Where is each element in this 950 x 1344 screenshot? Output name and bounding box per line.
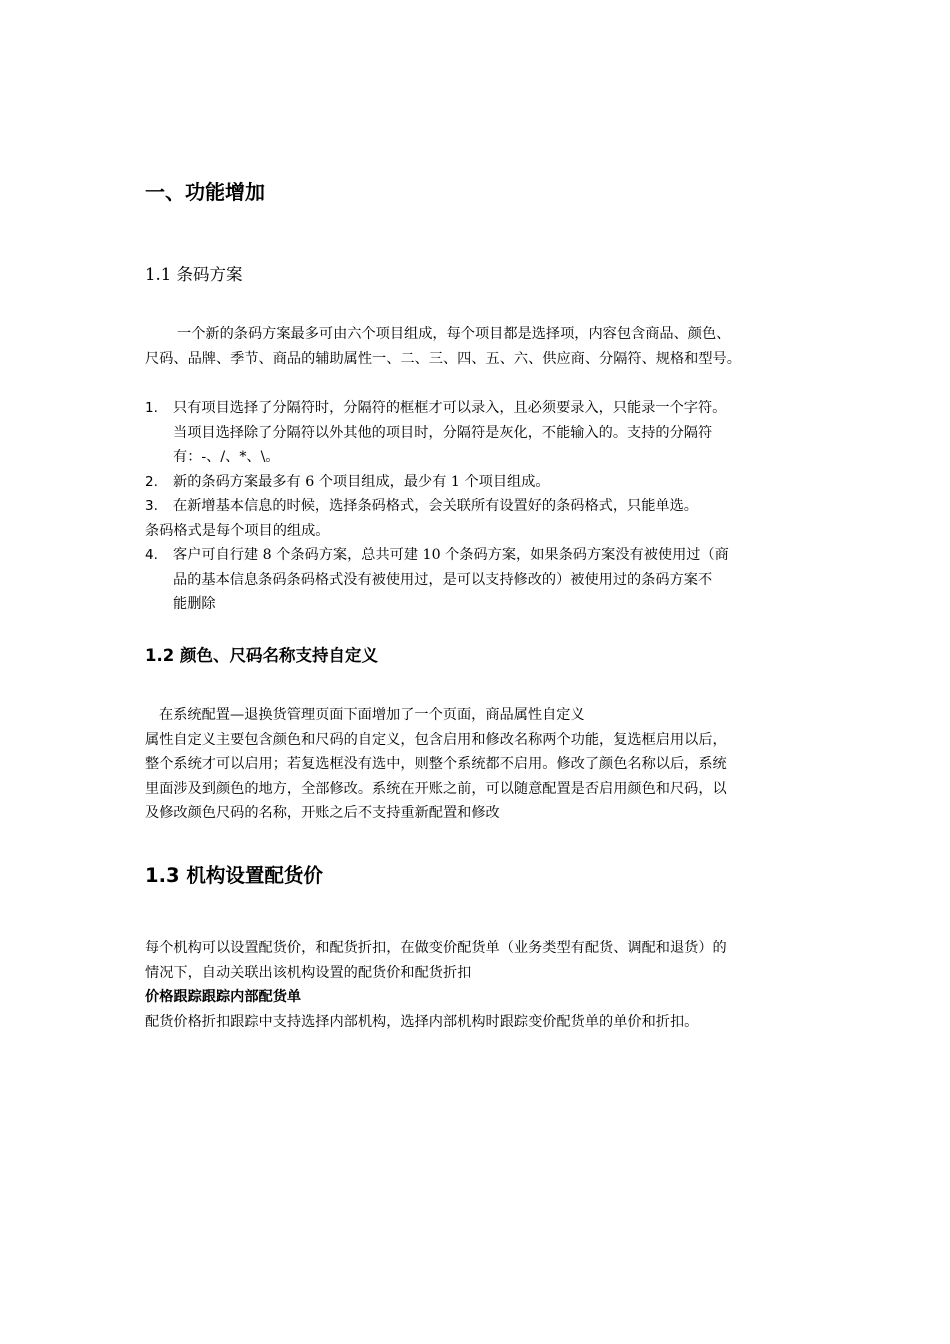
intro-line-2: 尺码、品牌、季节、商品的辅助属性一、二、三、四、五、六、供应商、分隔符、规格和型号。 <box>145 350 741 367</box>
list-line: 只有项目选择了分隔符时，分隔符的框框才可以录入，且必须要录入，只能录一个字符。 <box>173 400 727 416</box>
list-item <box>145 470 825 495</box>
list-line: 客户可自行建 8 个条码方案，总共可建 10 个条码方案，如果条码方案没有被使用过（商 <box>173 547 729 563</box>
s13-bold-heading: 价格跟踪跟踪内部配货单 <box>145 989 302 1005</box>
list-line: 品的基本信息条码条码格式没有被使用过，是可以支持修改的）被使用过的条码方案不 <box>173 571 713 588</box>
list-line: 在新增基本信息的时候，选择条码格式，会关联所有设置好的条码格式，只能单选。 <box>173 498 698 514</box>
heading-function-additions: 一、功能增加 <box>145 180 265 204</box>
s12-line-3: 整个系统才可以启用；若复选框没有选中，则整个系统都不启用。修改了颜色名称以后，系统 <box>145 756 727 772</box>
list-item <box>145 396 825 470</box>
list-item <box>145 543 825 617</box>
list-continuation: 条码格式是每个项目的组成。 <box>145 522 330 539</box>
barcode-rules-list <box>145 396 825 617</box>
list-line: 有：-、/、*、\。 <box>173 449 280 465</box>
section-1-3-body <box>145 936 815 1034</box>
list-number: 4. <box>145 547 158 563</box>
list-number: 1. <box>145 400 158 416</box>
s13-line-2: 情况下，自动关联出该机构设置的配货价和配货折扣 <box>145 964 472 981</box>
intro-line-1: 一个新的条码方案最多可由六个项目组成，每个项目都是选择项，内容包含商品、颜色、 <box>177 326 731 342</box>
list-item <box>145 494 825 519</box>
s13-line-1: 每个机构可以设置配货价，和配货折扣，在做变价配货单（业务类型有配货、调配和退货）的 <box>145 940 727 956</box>
s13-last-line: 配货价格折扣跟踪中支持选择内部机构，选择内部机构时跟踪变价配货单的单价和折扣。 <box>145 1013 699 1030</box>
s12-line-2: 属性自定义主要包含颜色和尺码的自定义，包含启用和修改名称两个功能，复选框启用以后， <box>145 731 727 748</box>
section-1-1-title: 1.1 条码方案 <box>145 265 243 284</box>
section-1-1-intro <box>145 322 815 371</box>
s12-line-1: 在系统配置—退换货管理页面下面增加了一个页面，商品属性自定义 <box>159 707 585 723</box>
section-1-2-title: 1.2 颜色、尺码名称支持自定义 <box>145 646 378 665</box>
section-1-2-body <box>145 703 815 826</box>
list-line: 当项目选择除了分隔符以外其他的项目时，分隔符是灰化，不能输入的。支持的分隔符 <box>173 424 713 441</box>
section-1-3-title: 1.3 机构设置配货价 <box>145 864 323 887</box>
list-line: 新的条码方案最多有 6 个项目组成，最少有 1 个项目组成。 <box>173 473 550 490</box>
s12-line-4: 里面涉及到颜色的地方，全部修改。系统在开账之前，可以随意配置是否启用颜色和尺码，以 <box>145 780 727 797</box>
s12-line-5: 及修改颜色尺码的名称，开账之后不支持重新配置和修改 <box>145 805 500 821</box>
list-number: 2. <box>145 473 158 490</box>
list-number: 3. <box>145 498 158 514</box>
list-line: 能删除 <box>173 596 216 612</box>
